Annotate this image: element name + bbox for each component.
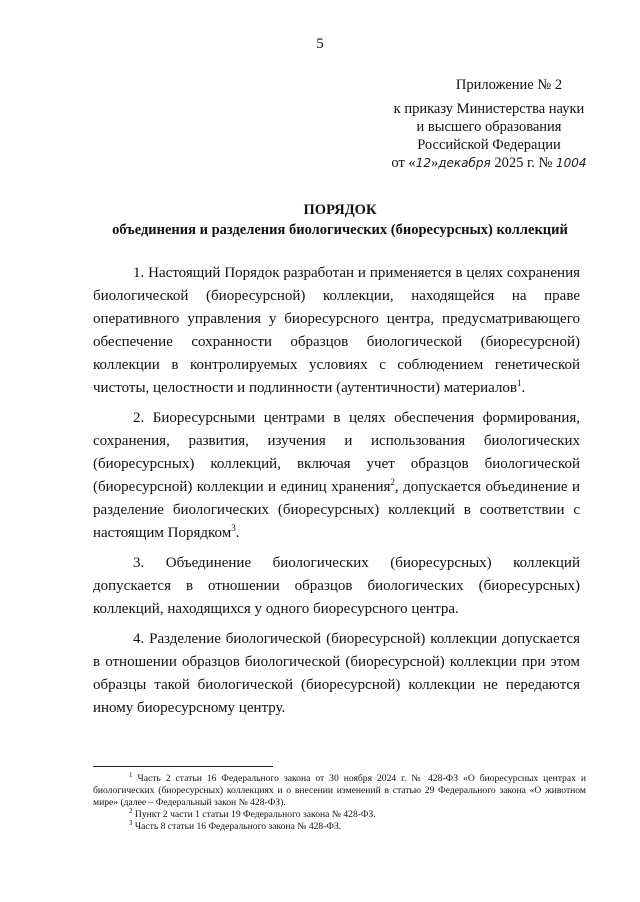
handwritten-month: декабря bbox=[438, 156, 491, 170]
page-number: 5 bbox=[316, 36, 324, 52]
appendix-title: Приложение № 2 bbox=[455, 77, 563, 93]
appendix-line-2: и высшего образования bbox=[416, 119, 562, 135]
footnote-ref-1: 1 bbox=[517, 378, 522, 388]
document-title: ПОРЯДОК bbox=[303, 202, 377, 218]
document-title-block bbox=[60, 200, 620, 240]
paragraph-1-text: 1. Настоящий Порядок разработан и применяется в целях сохранения биологической (биоресурсной) коллекции, находящейся на праве оперативного управления у биоресурсного центра, предусматривающего обеспечение сохранности образцов биологической (биоресурсной) коллекции в контролируемых условиях с соблюдением генетической чистоты, целостности и подлинности (аутентичности) материалов bbox=[93, 265, 580, 396]
appendix-line-1: к приказу Министерства науки bbox=[393, 101, 585, 117]
handwritten-order-number: 1004 bbox=[556, 156, 587, 170]
footnote-2 bbox=[93, 806, 586, 821]
order-year: 2025 bbox=[494, 155, 524, 171]
footnote-3-text: Часть 8 статьи 16 Федерального закона № 428-ФЗ. bbox=[132, 821, 342, 832]
paragraph-4: 4. Разделение биологической (биоресурсной) коллекции допускается в отношении образцов биологической (биоресурсной) коллекции при этом образцы такой биологической (биоресурсной) коллекции не передаются иному биоресурсному центру. bbox=[93, 631, 580, 716]
footnote-divider bbox=[93, 766, 273, 767]
footnote-3 bbox=[93, 818, 586, 833]
year-suffix: г. № bbox=[523, 155, 557, 171]
footnote-1 bbox=[93, 770, 586, 809]
appendix-header bbox=[364, 76, 614, 172]
footnote-3-mark: 3 bbox=[129, 818, 133, 827]
paragraph-1 bbox=[93, 262, 580, 400]
paragraph-1-end: . bbox=[521, 380, 526, 396]
footnote-1-mark: 1 bbox=[129, 770, 133, 779]
footnote-2-mark: 2 bbox=[129, 806, 133, 815]
paragraph-2-text-a: 2. Биоресурсными центрами в целях обеспечения формирования, сохранения, развития, изучения и использования биологических (биоресурсных) коллекций, включая учет образцов биологической (биоресурсной) коллекции и единиц хранения bbox=[93, 410, 580, 495]
handwritten-day: 12 bbox=[415, 156, 431, 170]
footnote-2-text: Пункт 2 части 1 статьи 19 Федерального закона № 428-ФЗ. bbox=[132, 809, 376, 820]
document-subtitle: объединения и разделения биологических (биоресурсных) коллекций bbox=[112, 222, 568, 238]
paragraph-3: 3. Объединение биологических (биоресурсных) коллекций допускается в отношении образцов биологических (биоресурсных) коллекций, находящихся у одного биоресурсного центра. bbox=[93, 555, 580, 617]
document-body bbox=[93, 262, 580, 727]
footnotes bbox=[93, 770, 586, 833]
footnote-1-text: Часть 2 статьи 16 Федерального закона от 30 ноября 2024 г. № 428-ФЗ «О биоресурсных центрах и биологических (биоресурсных) коллекциях и о внесении изменений в статью 29 Федерального закона «О животном мире» (далее – Федеральный закон № 428-ФЗ). bbox=[93, 773, 586, 808]
footnote-ref-3: 3 bbox=[231, 523, 236, 533]
footnote-ref-2: 2 bbox=[390, 477, 395, 487]
order-date-line: от «12»декабря 2025 г. № 1004 bbox=[391, 155, 587, 171]
paragraph-2-end: . bbox=[235, 525, 240, 541]
paragraph-2-text-b: , допускается объединение и разделение биологических (биоресурсных) коллекций в соответствии с настоящим Порядком bbox=[93, 479, 580, 541]
appendix-line-3: Российской Федерации bbox=[417, 137, 561, 153]
paragraph-2 bbox=[93, 407, 580, 545]
date-prefix: от « bbox=[391, 155, 416, 171]
